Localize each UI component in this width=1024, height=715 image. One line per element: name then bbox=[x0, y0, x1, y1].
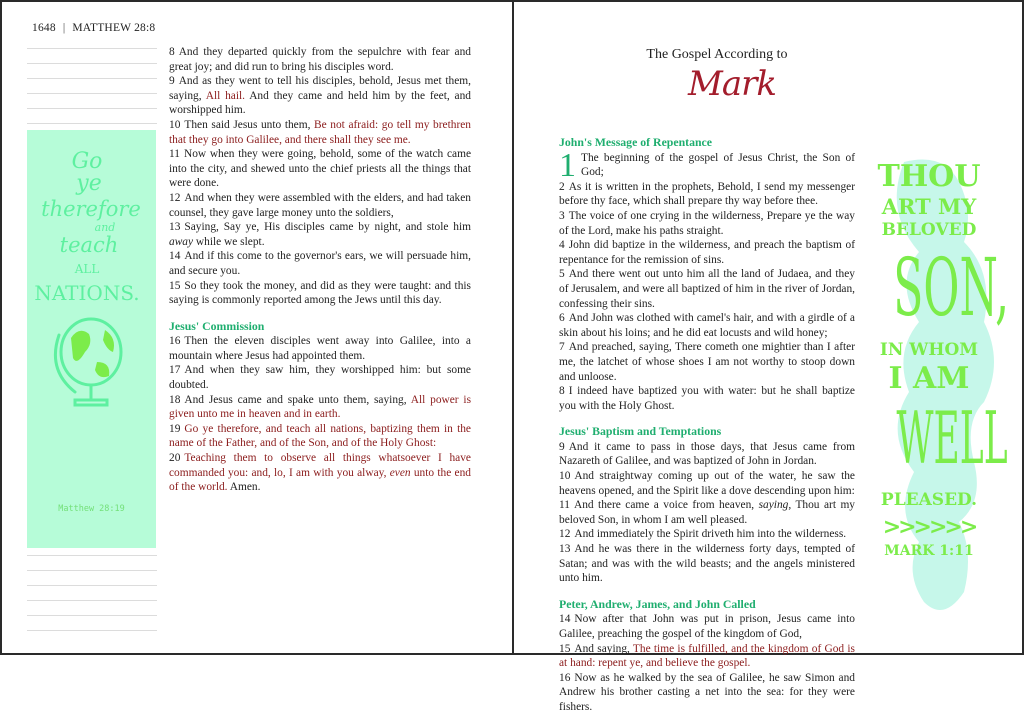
verse-text: John did baptize in the wilderness, and preach the baptism of repentance for the remission of sins. bbox=[559, 239, 855, 266]
verse bbox=[559, 340, 855, 384]
verse-text: Saying, Say ye, His disciples came by night, and stole him bbox=[184, 221, 471, 234]
verse bbox=[559, 671, 855, 715]
verse bbox=[169, 147, 471, 191]
verse-text: And as they went to tell his disciples, behold, Jesus met them, saying, bbox=[169, 75, 471, 102]
verse-number: 10 bbox=[169, 118, 181, 131]
verse bbox=[559, 612, 855, 641]
words-of-christ: even bbox=[389, 466, 411, 479]
verse bbox=[169, 220, 471, 249]
journal-line bbox=[27, 93, 157, 94]
verse-number: 17 bbox=[169, 364, 181, 377]
verse-number: 11 bbox=[559, 499, 570, 512]
journal-line bbox=[27, 630, 157, 631]
lettering-word: NATIONS. bbox=[34, 281, 140, 305]
verse-text: And Jesus came and spake unto them, saying, bbox=[184, 393, 411, 406]
verse-number: 20 bbox=[169, 452, 181, 465]
verse-poster bbox=[864, 152, 1014, 632]
verse bbox=[169, 74, 471, 118]
verse-text: And when they saw him, they worshipped him: but some doubted. bbox=[169, 364, 471, 392]
poster-line: PLEASED. bbox=[880, 490, 978, 510]
journal-line bbox=[27, 585, 157, 586]
journal-lines-bottom bbox=[27, 555, 157, 645]
verse-text: And when they were assembled with the elders, and had taken counsel, they gave large money unto the soldiers, bbox=[169, 191, 471, 219]
verse-text: And saying, bbox=[574, 642, 633, 655]
running-head-reference: MATTHEW 28:8 bbox=[72, 22, 156, 34]
verse-number: 8 bbox=[169, 46, 175, 58]
poster-line: ART MY bbox=[881, 194, 977, 219]
words-of-christ: All hail. bbox=[205, 89, 246, 102]
words-of-christ: Be not afraid: go tell my brethren that they go into Galilee, and there shall they see me. bbox=[169, 118, 471, 146]
verse bbox=[559, 469, 855, 498]
verse-text: And they departed quickly from the sepulchre with fear and great joy; and did run to bring his disciples word. bbox=[169, 46, 471, 73]
journal-line bbox=[27, 600, 157, 601]
globe-icon bbox=[55, 319, 121, 405]
verse-number: 14 bbox=[559, 613, 571, 626]
verse-text: And straightway coming up out of the water, he saw the heavens opened, and the Spirit like a dove descending upon him: bbox=[559, 470, 855, 497]
verse-number: 6 bbox=[559, 312, 565, 325]
words-of-christ: The time is fulfilled, and the kingdom of God is at hand: repent ye, and believe the gospel. bbox=[559, 642, 855, 670]
page-number: 1648 bbox=[32, 22, 56, 34]
words-of-christ: unto the end of the world. bbox=[169, 466, 471, 494]
scripture-column-left bbox=[169, 45, 471, 495]
verse-number: 9 bbox=[559, 440, 565, 453]
verse-text: And immediately the Spirit driveth him into the wilderness. bbox=[574, 528, 847, 541]
verse bbox=[559, 527, 855, 542]
verse-text: And it came to pass in those days, that Jesus came from Nazareth of Galilee, and was baptized of John in Jordan. bbox=[559, 440, 855, 468]
lettering-word: therefore bbox=[41, 197, 141, 221]
verse bbox=[169, 279, 471, 308]
section-heading: Peter, Andrew, James, and John Called bbox=[559, 596, 756, 611]
verse-number: 16 bbox=[559, 671, 571, 684]
journal-line bbox=[27, 570, 157, 571]
verse bbox=[559, 384, 855, 413]
verse-number: 3 bbox=[559, 209, 565, 222]
verse-number: 12 bbox=[169, 191, 181, 204]
verse-text: Now as he walked by the sea of Galilee, he saw Simon and Andrew his brother casting a net into the sea: for they were fishers. bbox=[559, 671, 855, 713]
lettering-word: Go bbox=[71, 149, 103, 174]
poster-line: BELOVED bbox=[881, 220, 977, 240]
running-head bbox=[32, 22, 155, 34]
verse bbox=[169, 191, 471, 220]
verse-text: And preached, saying, There cometh one mightier than I after me, the latchet of whose shoes I am not worthy to stoop down and unloose. bbox=[559, 341, 855, 383]
section-heading: Jesus' Baptism and Temptations bbox=[559, 424, 722, 439]
verse-number: 13 bbox=[169, 221, 181, 234]
verse bbox=[169, 451, 471, 495]
scripture-column-right bbox=[559, 135, 855, 715]
verse-art-panel bbox=[27, 130, 156, 548]
verse-number: 18 bbox=[169, 393, 181, 406]
section-heading: Jesus' Commission bbox=[169, 318, 265, 333]
verse bbox=[169, 45, 471, 74]
verse bbox=[559, 642, 855, 671]
section-heading: John's Message of Repentance bbox=[559, 135, 713, 149]
words-of-christ: Go ye therefore, and teach all nations, baptizing them in the name of the Father, and of the Son, and of the Holy Ghost: bbox=[169, 422, 471, 450]
verse bbox=[559, 311, 855, 340]
hand-lettering-art bbox=[27, 130, 156, 548]
verse bbox=[559, 180, 855, 209]
verse-block bbox=[559, 612, 855, 714]
poster-line: THOU bbox=[877, 159, 981, 194]
journal-line bbox=[27, 108, 157, 109]
verse bbox=[559, 498, 855, 527]
journal-line bbox=[27, 63, 157, 64]
verse-number: 11 bbox=[169, 148, 180, 161]
poster-line: I AM bbox=[888, 361, 970, 396]
verse-text: Then the eleven disciples went away into Galilee, into a mountain where Jesus had appointed them. bbox=[169, 335, 471, 362]
verse-number: 14 bbox=[169, 250, 181, 263]
verse bbox=[559, 146, 855, 184]
verse-number: 12 bbox=[559, 528, 571, 541]
verse bbox=[169, 249, 471, 278]
verse bbox=[169, 422, 471, 451]
verse-number: 16 bbox=[169, 335, 181, 348]
verse-block bbox=[559, 440, 855, 586]
lettering-word: ye bbox=[76, 171, 102, 196]
verse bbox=[559, 209, 855, 238]
verse-text: I indeed have baptized you with water: but he shall baptize you with the Holy Ghost. bbox=[559, 385, 855, 412]
running-head-separator: | bbox=[62, 22, 66, 34]
verse bbox=[169, 393, 471, 422]
verse-number: 9 bbox=[169, 75, 175, 88]
poster-line: WELL bbox=[896, 396, 1008, 480]
verse-block bbox=[559, 146, 855, 414]
verse-text: saying, bbox=[758, 499, 792, 512]
poster-line: IN WHOM bbox=[879, 340, 979, 360]
journal-line bbox=[27, 555, 157, 556]
words-of-christ: Teaching them to observe all things whatsoever I have commanded you: and, lo, I am with you alway, bbox=[169, 452, 471, 479]
verse-number: 13 bbox=[559, 543, 571, 556]
verse-text: So they took the money, and did as they were taught: and this saying is commonly reported among the Jews until this day. bbox=[169, 279, 471, 307]
verse-text: And if this come to the governor's ears, we will persuade him, and secure you. bbox=[169, 250, 471, 277]
right-page bbox=[514, 2, 1024, 713]
verse-text: And there went out unto him all the land of Judaea, and they of Jerusalem, and were all baptized of him in the river of Jordan, confessing their sins. bbox=[559, 268, 855, 310]
verse-text: And they came and held him by the feet, and worshipped him. bbox=[169, 89, 471, 117]
poster-line: MARK 1:11 bbox=[884, 543, 974, 559]
verse-text: Amen. bbox=[227, 481, 261, 494]
verse-text: Thou art my beloved Son, in whom I am well pleased. bbox=[559, 499, 856, 526]
verse-number: 5 bbox=[559, 268, 565, 281]
journal-line bbox=[27, 615, 157, 616]
verse-number: 8 bbox=[559, 385, 565, 398]
journal-line bbox=[27, 48, 157, 49]
verse-text: As it is written in the prophets, Behold, I send my messenger before thy face, which shall prepare thy way before thee. bbox=[559, 180, 855, 208]
words-of-christ: All power is given unto me in heaven and in earth. bbox=[169, 393, 471, 421]
chevron-arrows-icon: >>>>>> bbox=[882, 514, 976, 540]
verse-text: Now after that John was put in prison, Jesus came into Galilee, preaching the gospel of the kingdom of God, bbox=[559, 613, 855, 640]
verse-text: Now when they were going, behold, some of the watch came into the city, and shewed unto the chief priests all the things that were done. bbox=[169, 148, 471, 190]
book-title-prefix: The Gospel According to bbox=[646, 47, 788, 62]
verse bbox=[559, 267, 855, 311]
lettering-word: and bbox=[94, 221, 116, 234]
verse-text: And there came a voice from heaven, bbox=[573, 499, 759, 512]
verse-number: 19 bbox=[169, 422, 181, 435]
chapter-number: 1 bbox=[559, 146, 576, 184]
verse-text: away bbox=[169, 235, 194, 248]
verse-block bbox=[169, 334, 471, 495]
verse bbox=[559, 238, 855, 267]
verse-number: 7 bbox=[559, 341, 565, 354]
verse-number: 10 bbox=[559, 470, 571, 483]
verse-text: The voice of one crying in the wilderness, Prepare ye the way of the Lord, make his paths straight. bbox=[559, 209, 855, 237]
verse-text: The beginning of the gospel of Jesus Christ, the Son of God; bbox=[581, 151, 855, 179]
verse-number: 15 bbox=[169, 279, 181, 292]
verse-art-reference: Matthew 28:19 bbox=[58, 504, 125, 514]
verse-text: And John was clothed with camel's hair, and with a girdle of a skin about his loins; and he did eat locusts and wild honey; bbox=[559, 312, 855, 339]
left-page bbox=[2, 2, 512, 653]
verse bbox=[169, 334, 471, 363]
verse bbox=[559, 440, 855, 469]
verse bbox=[169, 363, 471, 392]
verse-text: And he was there in the wilderness forty days, tempted of Satan; and was with the wild beasts; and the angels ministered unto him. bbox=[559, 543, 855, 585]
verse-number: 4 bbox=[559, 239, 565, 252]
journal-line bbox=[27, 78, 157, 79]
book-title: Mark bbox=[688, 64, 776, 104]
verse-text: Then said Jesus unto them, bbox=[184, 118, 315, 131]
verse-number: 15 bbox=[559, 642, 571, 655]
lettering-word: ALL bbox=[74, 262, 100, 276]
journal-line bbox=[27, 123, 157, 124]
verse bbox=[559, 542, 855, 586]
verse-text: while we slept. bbox=[193, 235, 265, 248]
verse-block bbox=[169, 45, 471, 308]
lettering-word: teach bbox=[59, 233, 119, 257]
verse bbox=[169, 118, 471, 147]
poster-line: SON, bbox=[893, 241, 1010, 334]
journal-lines-top bbox=[27, 48, 157, 138]
verse-number: 2 bbox=[559, 180, 565, 193]
